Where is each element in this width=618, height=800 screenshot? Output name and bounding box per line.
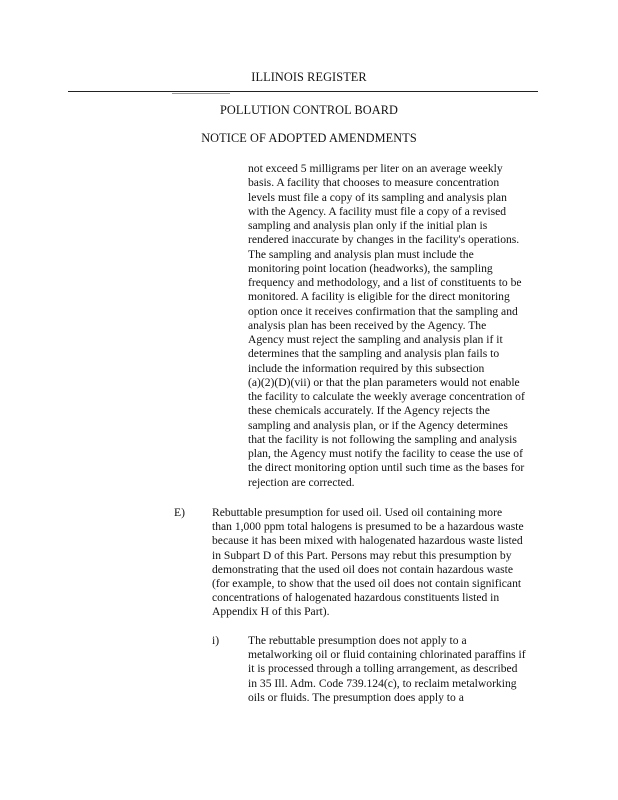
text-line: The rebuttable presumption does not apply to a	[248, 634, 467, 647]
text-line: demonstrating that the used oil does not contain hazardous waste	[212, 562, 514, 576]
header-rule	[68, 91, 538, 92]
text-line: include the information required by this subsection	[248, 361, 485, 375]
text-line: than 1,000 ppm total halogens is presumed to be a hazardous waste	[212, 520, 524, 534]
text-line: (for example, to show that the used oil does not contain significant	[212, 577, 522, 590]
text-line: Rebuttable presumption for used oil. Used oil containing more	[212, 506, 503, 519]
text-line: Appendix H of this Part).	[212, 605, 330, 619]
text-line: not exceed 5 milligrams per liter on an average weekly	[248, 162, 503, 175]
text-line: frequency and methodology, and a list of constituents to be	[248, 276, 522, 289]
register-title: ILLINOIS REGISTER	[251, 70, 367, 84]
text-line: these chemicals accurately. If the Agency rejects the	[248, 404, 490, 418]
text-line: sampling and analysis plan, or if the Agency determines	[248, 418, 508, 432]
text-line: option once it receives confirmation that the sampling and	[248, 304, 518, 318]
board-title: POLLUTION CONTROL BOARD	[219, 103, 399, 117]
text-line: The sampling and analysis plan must include the	[248, 247, 474, 261]
text-line: levels must file a copy of its sampling and analysis plan	[248, 190, 507, 204]
section-e-label: E)	[174, 506, 185, 519]
text-line: (a)(2)(D)(vii) or that the plan parameters would not enable	[248, 375, 520, 389]
text-line: that the facility is not following the sampling and analysis	[248, 432, 517, 446]
text-line: rejection are corrected.	[248, 475, 355, 489]
text-line: monitored. A facility is eligible for the direct monitoring	[248, 290, 510, 304]
notice-title: NOTICE OF ADOPTED AMENDMENTS	[201, 131, 417, 145]
text-line: because it has been mixed with halogenated hazardous waste listed	[212, 534, 523, 548]
text-line: plan, the Agency must notify the facility to cease the use of	[248, 447, 523, 460]
header-rule-mark	[172, 93, 230, 94]
text-line: concentrations of halogenated hazardous constituents listed in	[212, 591, 500, 605]
text-line: sampling and analysis plan only if the initial plan is	[248, 219, 488, 232]
text-line: Agency must reject the sampling and analysis plan if it	[248, 333, 503, 346]
text-line: in Subpart D of this Part. Persons may rebut this presumption by	[212, 548, 512, 562]
text-line: monitoring point location (headworks), the sampling	[248, 261, 493, 275]
text-line: oils or fluids. The presumption does apply to a	[248, 690, 464, 704]
text-line: it is processed through a tolling arrangement, as described	[248, 662, 518, 676]
text-line: metalworking oil or fluid containing chlorinated paraffins if	[248, 648, 526, 662]
section-i-label: i)	[212, 634, 220, 647]
text-line: in 35 Ill. Adm. Code 739.124(c), to reclaim metalworking	[248, 676, 517, 690]
text-line: basis. A facility that chooses to measure concentration	[248, 176, 500, 190]
text-line: the facility to calculate the weekly average concentration of	[248, 390, 525, 403]
text-line: the direct monitoring option until such time as the bases for	[248, 461, 525, 475]
text-line: analysis plan has been received by the Agency. The	[248, 318, 487, 332]
text-line: rendered inaccurate by changes in the facility's operations.	[248, 233, 520, 247]
text-line: determines that the sampling and analysis plan fails to	[248, 347, 500, 361]
text-line: with the Agency. A facility must file a copy of a revised	[248, 204, 507, 218]
